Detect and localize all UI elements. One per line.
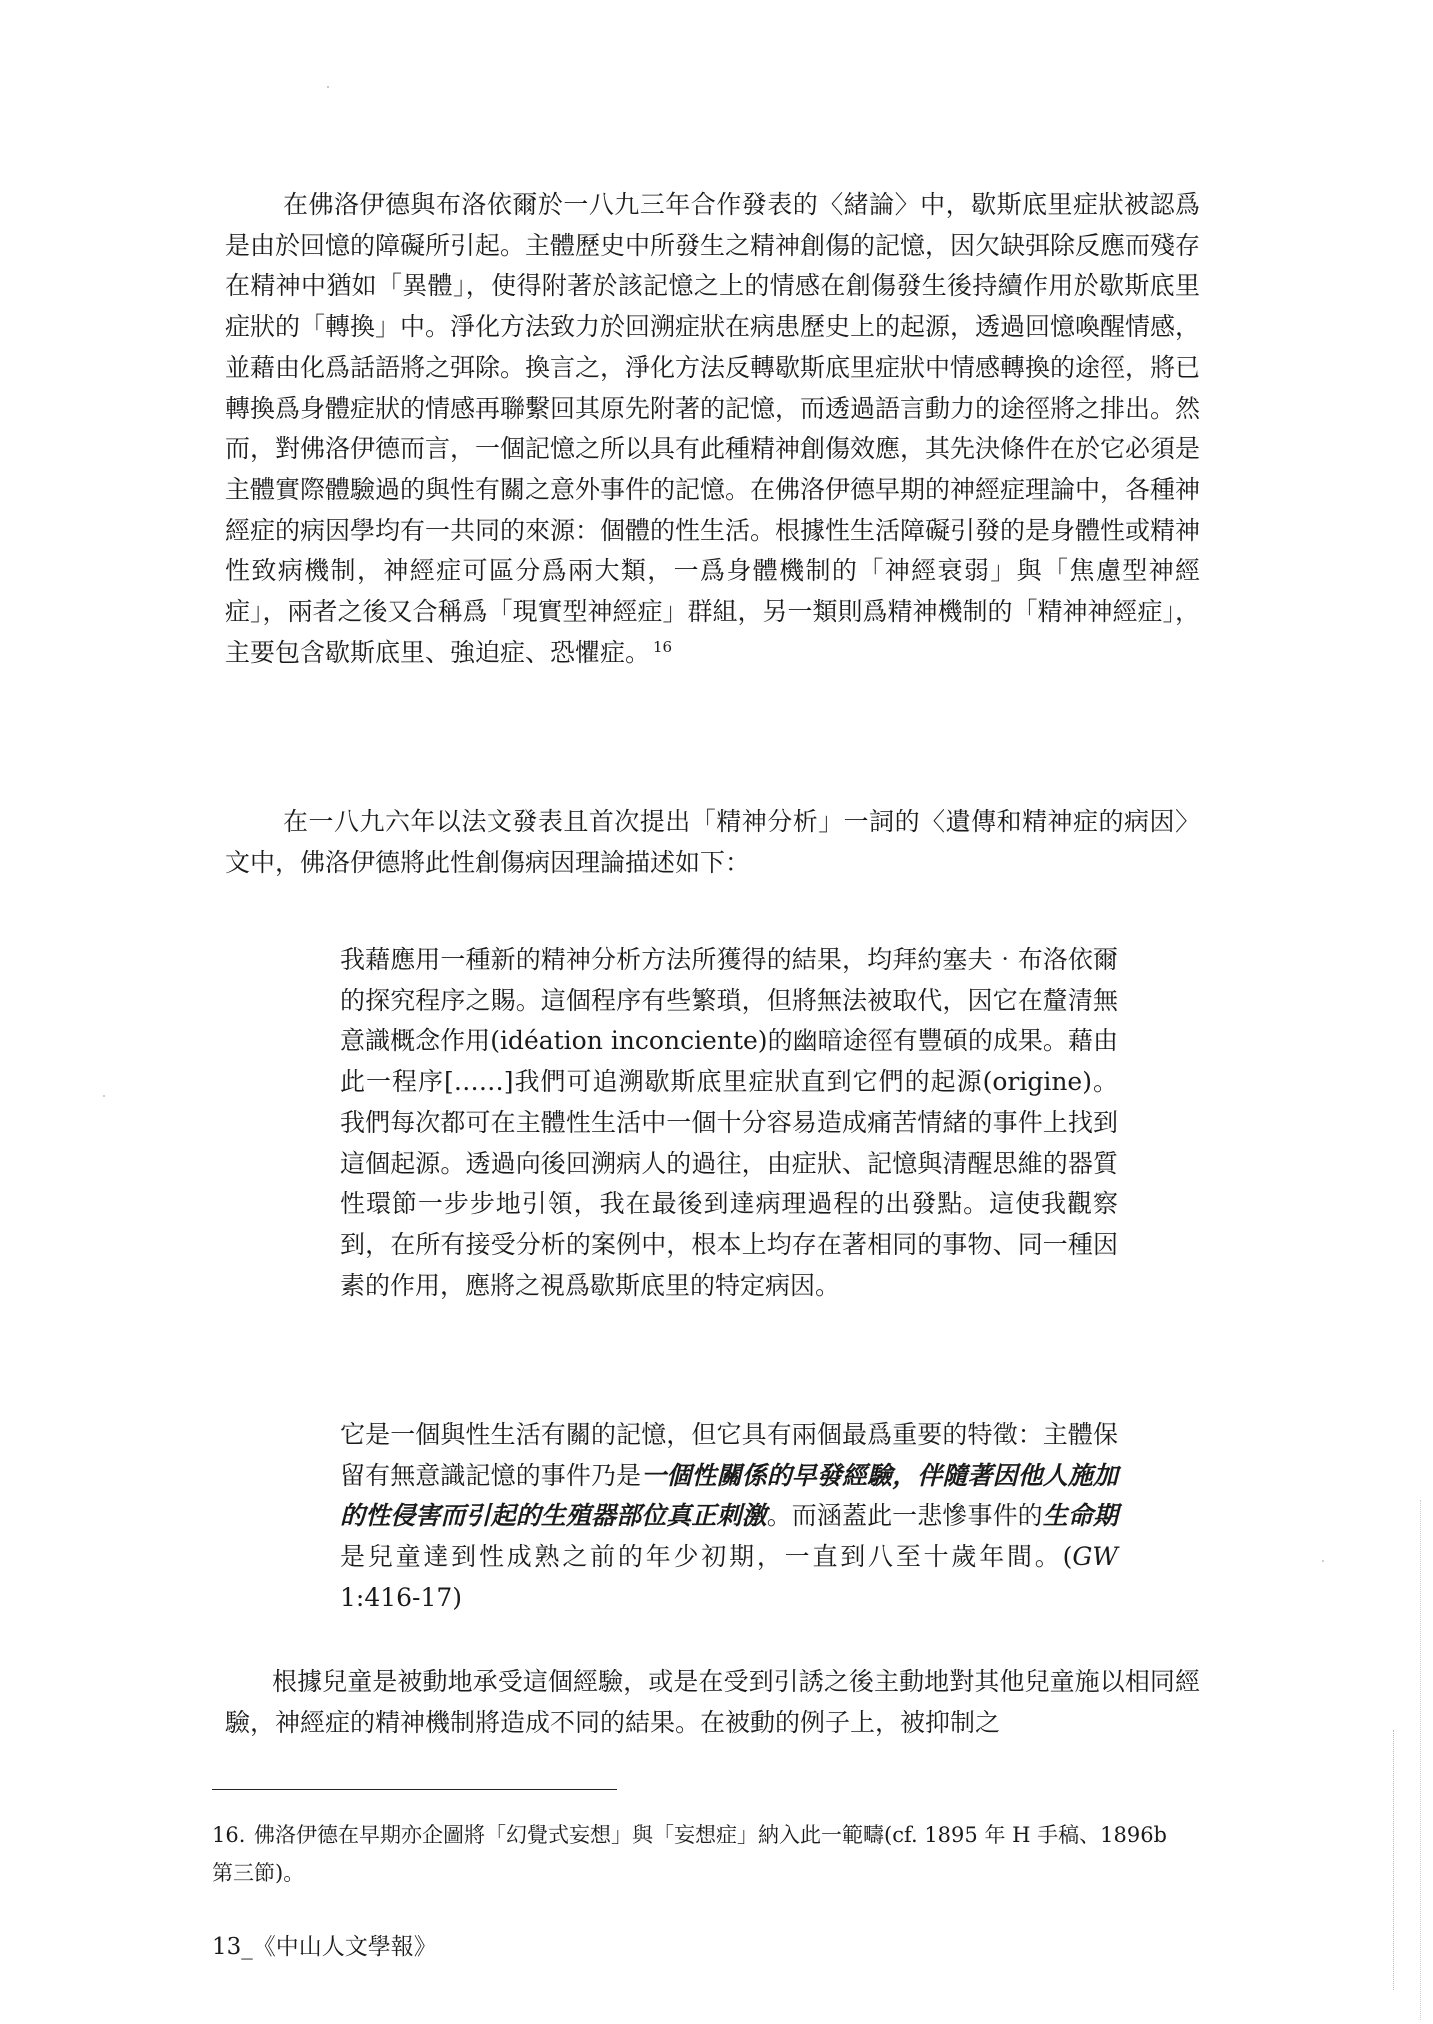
footnote-divider: [212, 1789, 617, 1790]
page-footer: [212, 1932, 437, 1962]
scan-speck: [327, 86, 329, 88]
footnote: [212, 1816, 1192, 1892]
block-quote: 我藉應用一種新的精神分析方法所獲得的結果，均拜約塞夫‧布洛依爾的探究程序之賜。這個程序有些繁瑣，但將無法被取代，因它在釐清無意識概念作用(idéation inconciente)的幽暗途徑有豐碩的成果。藉由此一程序[……]我們可追溯歇斯底里症狀直到它們的起源(origine)。我們每次都可在主體性生活中一個十分容易造成痛苦情緒的事件上找到這個起源。透過向後回溯病人的過往，由症狀、記憶與清醒思維的器質性環節一步步地引領，我在最後到達病理過程的出發點。這使我觀察到，在所有接受分析的案例中，根本上均存在著相同的事物、同一種因素的作用，應將之視爲歇斯底里的特定病因。: [340, 945, 1118, 1300]
body-paragraph: 在一八九六年以法文發表且首次提出「精神分析」一詞的〈遺傳和精神症的病因〉文中，佛洛伊德將此性創傷病因理論描述如下：: [225, 807, 1200, 877]
page-number: 13: [212, 1934, 242, 1960]
citation-pages: 1:416-17): [340, 1582, 463, 1612]
quote-text: 是兒童達到性成熟之前的年少初期，一直到八至十歲年間。(: [340, 1542, 1073, 1572]
scan-edge-line: [1420, 1500, 1421, 2020]
footnote-number: 16.: [212, 1823, 246, 1847]
footnote-text: 佛洛伊德在早期亦企圖將「幻覺式妄想」與「妄想症」納入此一範疇(cf. 1895 年 H 手稿、1896b 第三節)。: [212, 1823, 1167, 1885]
block-quote: [340, 1415, 1118, 1619]
journal-title: _《中山人文學報》: [241, 1934, 437, 1960]
footnote-reference: 16: [653, 637, 673, 656]
body-paragraph: [225, 185, 1200, 673]
body-paragraph: 根據兒童是被動地承受這個經驗，或是在受到引誘之後主動地對其他兒童施以相同經驗，神經症的精神機制將造成不同的結果。在被動的例子上，被抑制之: [225, 1667, 1200, 1737]
scan-speck: [103, 1095, 105, 1097]
emphasized-text: 一個性關係的早發經驗，伴隨著因他人施加的性侵害而引起的生殖器部位真正刺激: [340, 1460, 1118, 1531]
scan-speck: [1322, 1560, 1324, 1562]
quote-text: 它是一個與性生活有關的記憶，但它具有兩個最爲重要的特徵：主體保留有無意識記憶的事件乃是: [340, 1420, 1118, 1490]
emphasized-text: 生命期: [1042, 1501, 1118, 1531]
paragraph-text: 在佛洛伊德與布洛依爾於一八九三年合作發表的〈緒論〉中，歇斯底里症狀被認爲是由於回憶的障礙所引起。主體歷史中所發生之精神創傷的記憶，因欠缺弭除反應而殘存在精神中猶如「異體」，使得附著於該記憶之上的情感在創傷發生後持續作用於歇斯底里症狀的「轉換」中。淨化方法致力於回溯症狀在病患歷史上的起源，透過回憶喚醒情感，並藉由化爲話語將之弭除。換言之，淨化方法反轉歇斯底里症狀中情感轉換的途徑，將已轉換爲身體症狀的情感再聯繫回其原先附著的記憶，而透過語言動力的途徑將之排出。然而，對佛洛伊德而言，一個記憶之所以具有此種精神創傷效應，其先決條件在於它必須是主體實際體驗過的與性有關之意外事件的記憶。在佛洛伊德早期的神經症理論中，各種神經症的病因學均有一共同的來源：個體的性生活。根據性生活障礙引發的是身體性或精神性致病機制，神經症可區分爲兩大類，一爲身體機制的「神經衰弱」與「焦慮型神經症」，兩者之後又合稱爲「現實型神經症」群組，另一類則爲精神機制的「精神神經症」，主要包含歇斯底里、強迫症、恐懼症。: [225, 190, 1201, 667]
quote-text: 。而涵蓋此一悲慘事件的: [766, 1501, 1043, 1531]
citation-abbrev: GW: [1072, 1542, 1118, 1572]
scan-edge-line: [1393, 1730, 1394, 1990]
